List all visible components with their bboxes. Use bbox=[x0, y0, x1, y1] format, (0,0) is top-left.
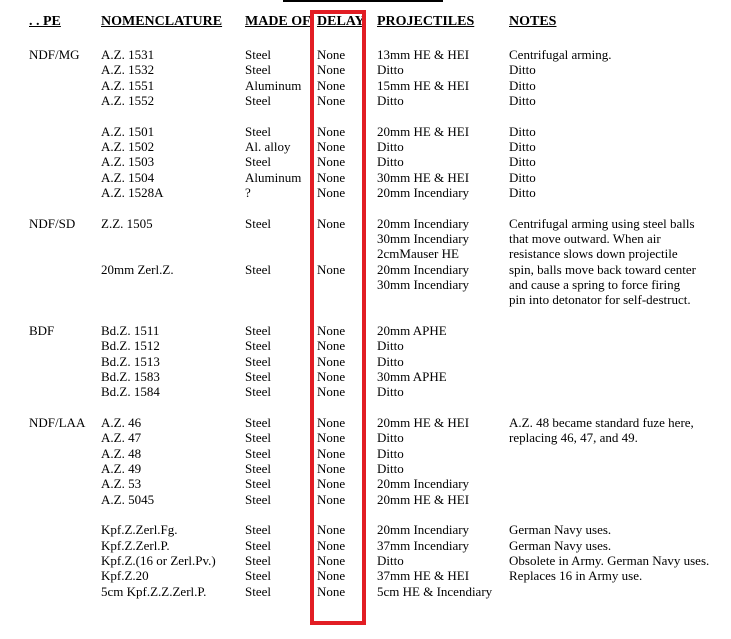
cell-delay: None bbox=[317, 338, 346, 353]
cell-nomenclature: A.Z. 1532 bbox=[101, 62, 155, 77]
cell-delay: None bbox=[317, 185, 346, 200]
cell-made-of: Steel bbox=[245, 47, 271, 62]
header-notes: NOTES bbox=[509, 14, 557, 29]
cell-made-of: Aluminum bbox=[245, 170, 302, 185]
cell-made-of: ? bbox=[245, 185, 251, 200]
cell-notes: Ditto bbox=[509, 139, 536, 154]
cell-delay: None bbox=[317, 78, 346, 93]
cell-projectiles: 37mm Incendiary bbox=[377, 538, 470, 553]
cell-nomenclature: A.Z. 48 bbox=[101, 446, 142, 461]
cell-made-of: Steel bbox=[245, 93, 271, 108]
cell-nomenclature: A.Z. 1531 bbox=[101, 47, 155, 62]
cell-made-of: Steel bbox=[245, 384, 271, 399]
cell-nomenclature: A.Z. 1528A bbox=[101, 185, 164, 200]
cell-nomenclature: A.Z. 1552 bbox=[101, 93, 155, 108]
cell-made-of: Steel bbox=[245, 124, 271, 139]
cell-delay: None bbox=[317, 568, 346, 583]
cell-delay: None bbox=[317, 47, 346, 62]
cell-projectiles: Ditto bbox=[377, 446, 404, 461]
cell-nomenclature: Z.Z. 1505 bbox=[101, 216, 153, 231]
cell-delay: None bbox=[317, 584, 346, 599]
cell-projectiles: 20mm Incendiary bbox=[377, 185, 470, 200]
cell-nomenclature: A.Z. 1502 bbox=[101, 139, 155, 154]
cell-made-of: Steel bbox=[245, 522, 271, 537]
cell-delay: None bbox=[317, 323, 346, 338]
cell-made-of: Steel bbox=[245, 216, 271, 231]
cell-nomenclature: Kpf.Z.Zerl.Fg. bbox=[101, 522, 178, 537]
cell-projectiles: 2cmMauser HE bbox=[377, 246, 459, 261]
cell-projectiles: Ditto bbox=[377, 338, 404, 353]
cell-nomenclature: 20mm Zerl.Z. bbox=[101, 262, 174, 277]
cell-made-of: Steel bbox=[245, 553, 271, 568]
cell-type: BDF bbox=[29, 323, 55, 338]
cell-delay: None bbox=[317, 384, 346, 399]
cell-type: NDF/SD bbox=[29, 216, 76, 231]
cell-nomenclature: A.Z. 49 bbox=[101, 461, 142, 476]
cell-made-of: Steel bbox=[245, 415, 271, 430]
cell-delay: None bbox=[317, 170, 346, 185]
cell-delay: None bbox=[317, 492, 346, 507]
cell-made-of: Steel bbox=[245, 492, 271, 507]
cell-made-of: Steel bbox=[245, 262, 271, 277]
cell-nomenclature: A.Z. 1551 bbox=[101, 78, 155, 93]
cell-delay: None bbox=[317, 553, 346, 568]
cell-notes: resistance slows down projectile bbox=[509, 246, 678, 261]
cell-projectiles: 30mm Incendiary bbox=[377, 277, 470, 292]
cell-nomenclature: A.Z. 5045 bbox=[101, 492, 155, 507]
cell-projectiles: 30mm Incendiary bbox=[377, 231, 470, 246]
cell-made-of: Al. alloy bbox=[245, 139, 291, 154]
cell-notes: spin, balls move back toward center bbox=[509, 262, 696, 277]
cell-delay: None bbox=[317, 476, 346, 491]
cell-projectiles: 20mm HE & HEI bbox=[377, 415, 470, 430]
cell-made-of: Steel bbox=[245, 584, 271, 599]
cell-delay: None bbox=[317, 262, 346, 277]
cell-delay: None bbox=[317, 62, 346, 77]
cell-nomenclature: Kpf.Z.(16 or Zerl.Pv.) bbox=[101, 553, 216, 568]
cell-notes: German Navy uses. bbox=[509, 538, 612, 553]
cell-delay: None bbox=[317, 446, 346, 461]
cell-delay: None bbox=[317, 139, 346, 154]
cell-nomenclature: A.Z. 53 bbox=[101, 476, 142, 491]
cell-made-of: Steel bbox=[245, 323, 271, 338]
cell-notes: Ditto bbox=[509, 154, 536, 169]
cell-nomenclature: Bd.Z. 1584 bbox=[101, 384, 160, 399]
cell-made-of: Steel bbox=[245, 430, 271, 445]
cell-notes: replacing 46, 47, and 49. bbox=[509, 430, 638, 445]
cell-notes: Ditto bbox=[509, 124, 536, 139]
header-made-of: MADE OF bbox=[245, 14, 311, 29]
cell-made-of: Steel bbox=[245, 338, 271, 353]
cell-notes: Ditto bbox=[509, 170, 536, 185]
cell-notes: Ditto bbox=[509, 185, 536, 200]
cell-projectiles: Ditto bbox=[377, 461, 404, 476]
cell-nomenclature: A.Z. 46 bbox=[101, 415, 142, 430]
cell-notes: Centrifugal arming. bbox=[509, 47, 612, 62]
cell-nomenclature: Bd.Z. 1512 bbox=[101, 338, 160, 353]
cell-projectiles: Ditto bbox=[377, 354, 404, 369]
cell-delay: None bbox=[317, 93, 346, 108]
cell-type: NDF/MG bbox=[29, 47, 80, 62]
cell-made-of: Steel bbox=[245, 461, 271, 476]
cell-notes: Ditto bbox=[509, 78, 536, 93]
cell-projectiles: Ditto bbox=[377, 139, 404, 154]
cell-delay: None bbox=[317, 430, 346, 445]
header-delay: DELAY bbox=[317, 14, 365, 29]
cell-made-of: Steel bbox=[245, 446, 271, 461]
cell-delay: None bbox=[317, 522, 346, 537]
cell-made-of: Steel bbox=[245, 538, 271, 553]
cell-made-of: Steel bbox=[245, 369, 271, 384]
cell-made-of: Aluminum bbox=[245, 78, 302, 93]
cell-nomenclature: Bd.Z. 1583 bbox=[101, 369, 160, 384]
cell-nomenclature: A.Z. 47 bbox=[101, 430, 142, 445]
cell-delay: None bbox=[317, 124, 346, 139]
cell-made-of: Steel bbox=[245, 62, 271, 77]
cell-notes: and cause a spring to force firing bbox=[509, 277, 681, 292]
cell-nomenclature: Bd.Z. 1513 bbox=[101, 354, 160, 369]
cell-projectiles: 20mm HE & HEI bbox=[377, 492, 470, 507]
cell-notes: that move outward. When air bbox=[509, 231, 661, 246]
cell-nomenclature: 5cm Kpf.Z.Z.Zerl.P. bbox=[101, 584, 207, 599]
cell-projectiles: Ditto bbox=[377, 93, 404, 108]
cell-projectiles: Ditto bbox=[377, 62, 404, 77]
cell-projectiles: Ditto bbox=[377, 384, 404, 399]
cell-made-of: Steel bbox=[245, 154, 271, 169]
cell-delay: None bbox=[317, 369, 346, 384]
cell-projectiles: 20mm APHE bbox=[377, 323, 447, 338]
cell-delay: None bbox=[317, 461, 346, 476]
cell-projectiles: 20mm Incendiary bbox=[377, 522, 470, 537]
cell-notes: Obsolete in Army. German Navy uses. bbox=[509, 553, 710, 568]
cell-projectiles: 13mm HE & HEI bbox=[377, 47, 470, 62]
cell-delay: None bbox=[317, 216, 346, 231]
header-type: . . PE bbox=[29, 14, 61, 29]
cell-notes: German Navy uses. bbox=[509, 522, 612, 537]
cell-nomenclature: Kpf.Z.Zerl.P. bbox=[101, 538, 170, 553]
cell-made-of: Steel bbox=[245, 568, 271, 583]
cell-projectiles: Ditto bbox=[377, 154, 404, 169]
cell-nomenclature: Bd.Z. 1511 bbox=[101, 323, 160, 338]
cell-projectiles: 30mm HE & HEI bbox=[377, 170, 470, 185]
cell-delay: None bbox=[317, 538, 346, 553]
cell-projectiles: 37mm HE & HEI bbox=[377, 568, 470, 583]
cell-made-of: Steel bbox=[245, 354, 271, 369]
cell-projectiles: 30mm APHE bbox=[377, 369, 447, 384]
cell-notes: Replaces 16 in Army use. bbox=[509, 568, 643, 583]
cell-delay: None bbox=[317, 415, 346, 430]
cell-notes: A.Z. 48 became standard fuze here, bbox=[509, 415, 694, 430]
cell-projectiles: 15mm HE & HEI bbox=[377, 78, 470, 93]
cell-projectiles: Ditto bbox=[377, 553, 404, 568]
cell-projectiles: 20mm HE & HEI bbox=[377, 124, 470, 139]
top-rule bbox=[283, 0, 443, 2]
cell-notes: pin into detonator for self-destruct. bbox=[509, 292, 691, 307]
cell-made-of: Steel bbox=[245, 476, 271, 491]
cell-projectiles: 20mm Incendiary bbox=[377, 476, 470, 491]
cell-notes: Centrifugal arming using steel balls bbox=[509, 216, 695, 231]
cell-nomenclature: Kpf.Z.20 bbox=[101, 568, 149, 583]
cell-notes: Ditto bbox=[509, 62, 536, 77]
cell-nomenclature: A.Z. 1504 bbox=[101, 170, 155, 185]
header-projectiles: PROJECTILES bbox=[377, 14, 475, 29]
cell-notes: Ditto bbox=[509, 93, 536, 108]
cell-projectiles: 20mm Incendiary bbox=[377, 262, 470, 277]
cell-projectiles: Ditto bbox=[377, 430, 404, 445]
cell-type: NDF/LAA bbox=[29, 415, 86, 430]
header-nomenclature: NOMENCLATURE bbox=[101, 14, 223, 29]
cell-delay: None bbox=[317, 154, 346, 169]
cell-projectiles: 20mm Incendiary bbox=[377, 216, 470, 231]
cell-projectiles: 5cm HE & Incendiary bbox=[377, 584, 493, 599]
cell-nomenclature: A.Z. 1503 bbox=[101, 154, 155, 169]
cell-nomenclature: A.Z. 1501 bbox=[101, 124, 155, 139]
cell-delay: None bbox=[317, 354, 346, 369]
